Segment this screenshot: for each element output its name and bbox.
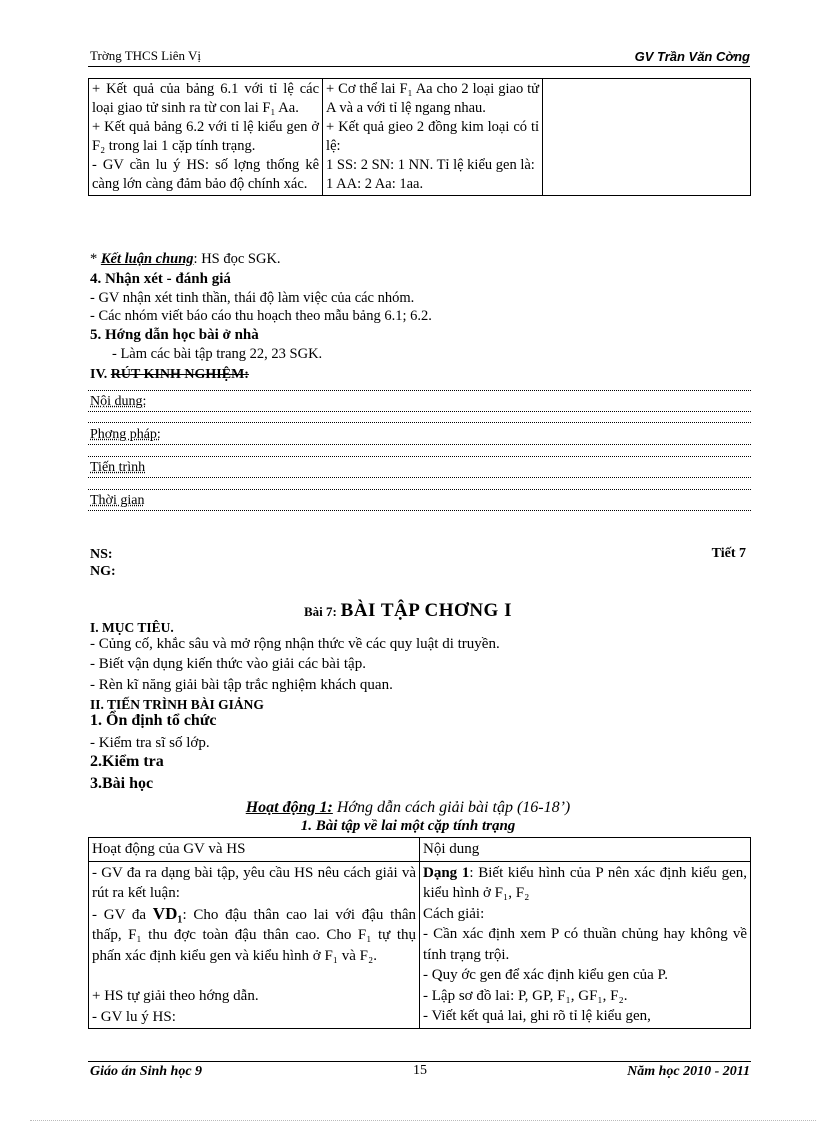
list-item: + Kết quả của bảng 6.1 với tỉ lệ các loại giao tử sinh ra từ con lai F₁ Aa. bbox=[92, 81, 320, 116]
conclusion-text: : HS đọc SGK. bbox=[193, 251, 281, 267]
section-iv-prefix: IV. bbox=[90, 367, 111, 382]
list-item: - GV nhận xét tinh thần, thái độ làm việc của các nhóm. bbox=[90, 290, 415, 306]
list-item: Cách giải: bbox=[423, 905, 485, 922]
conclusion: * Kết luận chung: HS đọc SGK. bbox=[90, 251, 281, 267]
dotted-divider bbox=[88, 510, 751, 511]
column-header-activity: Hoạt động của GV và HS bbox=[89, 838, 420, 862]
table-cell-empty bbox=[543, 79, 751, 196]
list-item: + Kết quả gieo 2 đồng kim loại có tỉ lệ: bbox=[326, 119, 540, 154]
review-field-content: Nội dung: bbox=[90, 394, 147, 409]
list-item: - Lập sơ đồ lai: P, GP, F₁, GF₁, F₂. bbox=[423, 987, 628, 1004]
step-2-title: 2.Kiểm tra bbox=[90, 753, 164, 770]
page-number: 15 bbox=[413, 1063, 427, 1078]
table-cell-activity bbox=[89, 79, 323, 196]
example-label: VD₁ bbox=[152, 903, 183, 923]
dotted-divider bbox=[88, 422, 751, 423]
ng-label: NG: bbox=[90, 564, 116, 579]
list-item bbox=[423, 863, 747, 904]
list-item: - Rèn kĩ năng giải bài tập trắc nghiệm khách quan. bbox=[90, 677, 393, 693]
list-item: - GV lu ý HS: bbox=[92, 1008, 176, 1025]
list-item: - GV cần lu ý HS: số lợng thống kê càng lớn càng đảm bảo độ chính xác. bbox=[92, 157, 320, 192]
review-field-method: Phơng pháp: bbox=[90, 427, 161, 442]
footer-year: Năm học 2010 - 2011 bbox=[627, 1064, 750, 1079]
conclusion-label: Kết luận chung bbox=[100, 251, 194, 267]
dotted-divider bbox=[88, 444, 751, 445]
footer-divider bbox=[88, 1061, 751, 1062]
list-item: + Kết quả bảng 6.2 với tỉ lệ kiểu gen ở F₂ trong lai 1 cặp tính trạng. bbox=[92, 119, 320, 154]
activity-text: Hớng dẫn cách giải bài tập (16-18’) bbox=[332, 799, 571, 816]
activity-table bbox=[88, 837, 751, 1029]
column-header-content: Nội dung bbox=[420, 838, 751, 862]
dotted-divider bbox=[88, 390, 751, 391]
header-teacher: GV Trần Văn Cờng bbox=[634, 49, 750, 64]
period-label: Tiết 7 bbox=[711, 546, 746, 561]
example-intro: - GV đa bbox=[92, 906, 153, 923]
table-header-row bbox=[89, 838, 751, 862]
list-item: - GV đa ra dạng bài tập, yêu cầu HS nêu cách giải và rút ra kết luận: bbox=[92, 864, 416, 901]
table-row bbox=[89, 861, 751, 1029]
spacer bbox=[92, 966, 416, 986]
dotted-divider bbox=[88, 456, 751, 457]
list-item: - Củng cố, khắc sâu và mở rộng nhận thức về các quy luật di truyền. bbox=[90, 636, 500, 652]
activity-label: Hoạt động 1: bbox=[245, 799, 333, 816]
section-iv-heading: RÚT KINH NGHIỆM: bbox=[110, 367, 249, 382]
table-cell-activity bbox=[89, 861, 420, 1029]
example-text: : Cho đậu thân cao lai với đậu thân thấp, F₁ thu đợc toàn đậu thân cao. Cho F₁ tự thụ phấn xác định kiểu gen và kiểu hình ở F₁ và F₂. bbox=[92, 906, 416, 964]
list-item: - Viết kết quả lai, ghi rõ tỉ lệ kiểu gen, bbox=[423, 1008, 651, 1024]
activity-subtitle: 1. Bài tập về lai một cặp tính trạng bbox=[300, 818, 516, 834]
list-item: - Làm các bài tập trang 22, 23 SGK. bbox=[112, 346, 323, 362]
table-cell-content bbox=[323, 79, 543, 196]
header-divider bbox=[88, 66, 750, 67]
dotted-divider bbox=[88, 477, 751, 478]
type-text: : Biết kiểu hình của P nên xác định kiểu gen, kiểu hình ở F₁, F₂ bbox=[423, 864, 747, 901]
table-cell-content bbox=[420, 861, 751, 1029]
list-item: + Cơ thể lai F₁ Aa cho 2 loại giao tử A và a với tỉ lệ ngang nhau. bbox=[326, 81, 540, 116]
continuation-table bbox=[88, 78, 751, 196]
list-item: 1 AA: 2 Aa: 1aa. bbox=[326, 176, 424, 192]
step-1-title: 1. Ổn định tổ chức bbox=[90, 712, 217, 729]
list-item: - Các nhóm viết báo cáo thu hoạch theo mẫu bảng 6.1; 6.2. bbox=[90, 308, 432, 324]
objectives-title: I. MỤC TIÊU. bbox=[90, 620, 174, 635]
type-label: Dạng 1 bbox=[423, 864, 470, 881]
lesson-number: Bài 7: bbox=[304, 604, 337, 619]
list-item: + HS tự giải theo hớng dẫn. bbox=[92, 988, 259, 1004]
page-edge bbox=[30, 1120, 816, 1121]
review-field-time: Thời gian bbox=[90, 493, 145, 508]
header-school: Trờng THCS Liên Vị bbox=[90, 48, 202, 63]
section-iv-title bbox=[90, 366, 249, 384]
footer-book: Giáo án Sinh học 9 bbox=[90, 1064, 203, 1079]
list-item: - Cần xác định xem P có thuần chủng hay không về tính trạng trội. bbox=[423, 926, 747, 963]
list-item: - Biết vận dụng kiến thức vào giải các bài tập. bbox=[90, 656, 366, 672]
ns-label: NS: bbox=[90, 547, 113, 562]
list-item: 1 SS: 2 SN: 1 NN. Tỉ lệ kiểu gen là: bbox=[326, 157, 535, 173]
table-row bbox=[89, 79, 751, 196]
review-field-progress: Tiến trình bbox=[90, 460, 146, 475]
section-4-title: 4. Nhận xét - đánh giá bbox=[90, 271, 231, 287]
process-title: II. TIẾN TRÌNH BÀI GIẢNG bbox=[90, 697, 264, 712]
list-item: - Kiểm tra sĩ số lớp. bbox=[90, 735, 210, 751]
section-5-title: 5. Hớng dẫn học bài ở nhà bbox=[90, 327, 259, 343]
dotted-divider bbox=[88, 489, 751, 490]
lesson-heading: BÀI TẬP CHƠNG I bbox=[340, 600, 512, 621]
list-item: - Quy ớc gen để xác định kiểu gen của P. bbox=[423, 967, 668, 983]
list-item bbox=[92, 904, 416, 967]
dotted-divider bbox=[88, 411, 751, 412]
step-3-title: 3.Bài học bbox=[90, 775, 154, 792]
activity-heading bbox=[0, 799, 816, 817]
